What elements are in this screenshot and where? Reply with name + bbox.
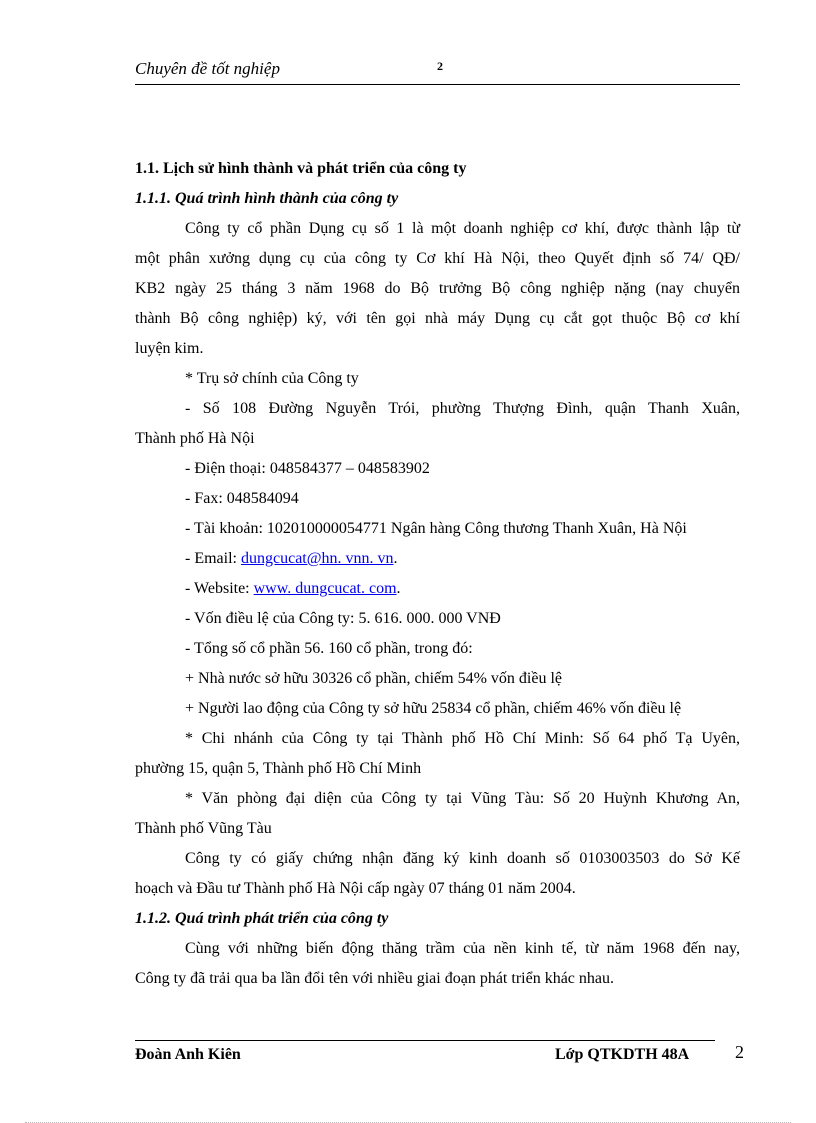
account-line: - Tài khoản: 102010000054771 Ngân hàng Công thương Thanh Xuân, Hà Nội <box>185 520 687 537</box>
website-link[interactable]: www. dungcucat. com <box>253 580 397 597</box>
website-label: - Website: <box>185 580 254 597</box>
paragraph-line: Công ty đã trải qua ba lần đổi tên với nhiều giai đoạn phát triển khác nhau. <box>135 970 614 987</box>
website-suffix: . <box>396 580 401 597</box>
fax-line: - Fax: 048584094 <box>185 490 299 507</box>
email-label: - Email: <box>185 550 241 567</box>
paragraph-line: Cùng với những biến động thăng trầm của nền kinh tế, từ năm 1968 đến nay, <box>185 940 740 957</box>
state-shares-line: + Nhà nước sở hữu 30326 cổ phần, chiếm 54% vốn điều lệ <box>185 670 562 687</box>
header-page-number: 2 <box>437 59 443 73</box>
registration-line: hoạch và Đầu tư Thành phố Hà Nội cấp ngày 07 tháng 01 năm 2004. <box>135 880 576 897</box>
subsection-heading-1: 1.1.1. Quá trình hình thành của công ty <box>135 190 399 207</box>
paragraph-line: KB2 ngày 25 tháng 3 năm 1968 do Bộ trưởng Bộ công nghiệp nặng (nay chuyển <box>135 280 740 297</box>
employee-shares-line: + Người lao động của Công ty sở hữu 25834 cổ phần, chiếm 46% vốn điều lệ <box>185 700 682 717</box>
total-shares-line: - Tổng số cổ phần 56. 160 cổ phần, trong đó: <box>185 640 473 657</box>
footer-divider <box>135 1040 715 1041</box>
paragraph-line: luyện kim. <box>135 340 204 357</box>
address-line: Thành phố Hà Nội <box>135 430 255 447</box>
footer-class: Lớp QTKDTH 48A <box>555 1046 690 1063</box>
phone-line: - Điện thoại: 048584377 – 048583902 <box>185 460 430 477</box>
paragraph-line: Công ty cổ phần Dụng cụ số 1 là một doanh nghiệp cơ khí, được thành lập từ <box>185 220 740 237</box>
header-title: Chuyên đề tốt nghiệp <box>135 59 280 78</box>
headquarters-label: * Trụ sở chính của Công ty <box>185 370 359 387</box>
hcm-branch-line: phường 15, quận 5, Thành phố Hồ Chí Minh <box>135 760 422 777</box>
vungtau-office-line: Thành phố Vũng Tàu <box>135 820 272 837</box>
address-line: - Số 108 Đường Nguyễn Trói, phường Thượng Đình, quận Thanh Xuân, <box>185 400 740 417</box>
footer-author: Đoàn Anh Kiên <box>135 1046 241 1063</box>
email-suffix: . <box>393 550 398 567</box>
website-line <box>185 580 401 598</box>
vungtau-office-line: * Văn phòng đại diện của Công ty tại Vũng Tàu: Số 20 Huỳnh Khương An, <box>185 790 740 807</box>
hcm-branch-line: * Chi nhánh của Công ty tại Thành phố Hồ Chí Minh: Số 64 phố Tạ Uyên, <box>185 730 740 747</box>
section-heading: 1.1. Lịch sử hình thành và phát triển của công ty <box>135 160 467 177</box>
email-line <box>185 550 397 568</box>
email-link[interactable]: dungcucat@hn. vnn. vn <box>240 550 394 567</box>
page-header <box>135 56 740 85</box>
footer-page-number: 2 <box>735 1042 744 1062</box>
paragraph-line: thành Bộ công nghiệp) ký, với tên gọi nhà máy Dụng cụ cắt gọt thuộc Bộ cơ khí <box>135 310 740 327</box>
paragraph-line: một phân xưởng dụng cụ của công ty Cơ khí Hà Nội, theo Quyết định số 74/ QĐ/ <box>135 250 740 267</box>
registration-line: Công ty có giấy chứng nhận đăng ký kinh doanh số 0103003503 do Sở Kế <box>185 850 740 867</box>
charter-capital-line: - Vốn điều lệ của Công ty: 5. 616. 000. 000 VNĐ <box>185 610 501 627</box>
subsection-heading-2: 1.1.2. Quá trình phát triển của công ty <box>135 910 389 927</box>
